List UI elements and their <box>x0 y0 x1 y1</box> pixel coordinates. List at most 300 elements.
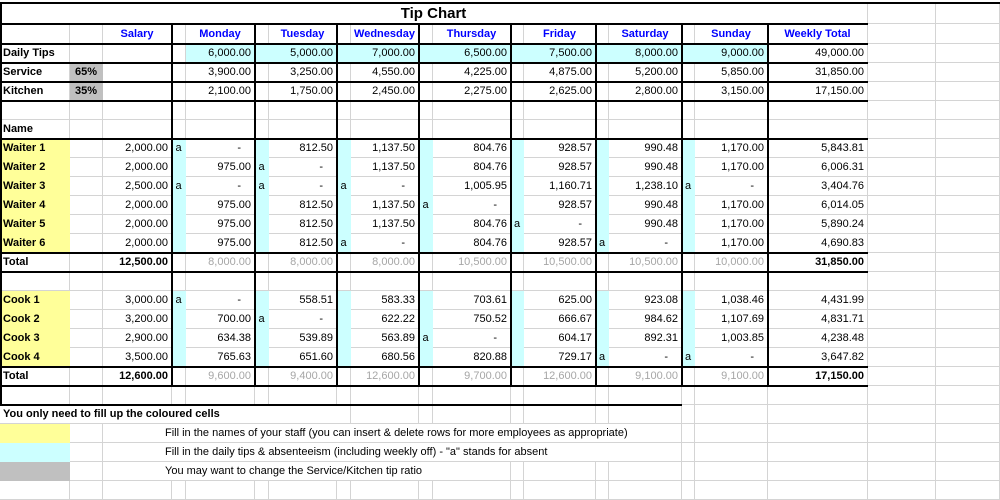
tip-share-value: 1,137.50 <box>351 196 419 215</box>
weekly-total-value: 6,014.05 <box>768 196 868 215</box>
absent-input-cell[interactable] <box>337 139 351 158</box>
empty-cell <box>524 272 596 291</box>
empty-cell <box>433 386 511 405</box>
tip-share-value: 1,137.50 <box>351 158 419 177</box>
empty-cell <box>419 253 433 272</box>
service-share-value: 4,875.00 <box>524 63 596 82</box>
empty-cell <box>936 443 1000 462</box>
empty-cell <box>511 272 524 291</box>
tip-share-value: 928.57 <box>524 234 596 253</box>
empty-cell <box>70 291 103 310</box>
empty-cell <box>868 3 936 24</box>
tip-share-value: - <box>269 158 337 177</box>
absent-input-cell[interactable] <box>337 348 351 367</box>
legend-text: Fill in the names of your staff (you can insert & delete rows for more employees as appropriate) <box>103 424 682 443</box>
tip-share-value: 812.50 <box>269 196 337 215</box>
absent-input-cell[interactable] <box>172 158 186 177</box>
empty-cell <box>255 82 269 101</box>
absent-input-cell[interactable] <box>337 291 351 310</box>
daily-tips-input-cell[interactable] <box>255 44 269 63</box>
column-header-sunday: Sunday <box>695 24 768 44</box>
absent-input-cell[interactable] <box>337 215 351 234</box>
absent-input-cell[interactable]: a <box>337 177 351 196</box>
absent-input-cell[interactable] <box>511 139 524 158</box>
empty-cell <box>868 272 936 291</box>
column-header-saturday: Saturday <box>609 24 682 44</box>
empty-cell <box>768 462 868 481</box>
staff-name-cell[interactable]: Waiter 1 <box>0 139 70 158</box>
empty-cell <box>255 272 269 291</box>
absent-input-cell[interactable] <box>511 158 524 177</box>
weekly-total-value: 4,690.83 <box>768 234 868 253</box>
empty-cell <box>596 24 609 44</box>
empty-cell <box>609 386 682 405</box>
absent-input-cell[interactable] <box>511 310 524 329</box>
staff-name-cell[interactable]: Cook 4 <box>0 348 70 367</box>
absent-input-cell[interactable] <box>682 291 695 310</box>
tip-share-value: - <box>695 177 768 196</box>
weekly-total-value: 31,850.00 <box>768 63 868 82</box>
empty-cell <box>186 272 255 291</box>
empty-cell <box>419 367 433 386</box>
absent-input-cell[interactable] <box>596 291 609 310</box>
absent-input-cell[interactable] <box>255 291 269 310</box>
weekly-total-value: 4,238.48 <box>768 329 868 348</box>
empty-cell <box>609 405 682 424</box>
absent-input-cell[interactable] <box>596 310 609 329</box>
absent-input-cell[interactable] <box>255 139 269 158</box>
absent-input-cell[interactable] <box>172 215 186 234</box>
absent-input-cell[interactable] <box>255 196 269 215</box>
daily-tips-input-cell[interactable] <box>337 44 351 63</box>
empty-cell <box>868 329 936 348</box>
staff-name-cell[interactable]: Cook 1 <box>0 291 70 310</box>
empty-cell <box>511 405 524 424</box>
empty-cell <box>868 63 936 82</box>
staff-name-cell[interactable]: Waiter 4 <box>0 196 70 215</box>
absent-input-cell[interactable]: a <box>172 177 186 196</box>
absent-input-cell[interactable] <box>682 329 695 348</box>
absent-input-cell[interactable]: a <box>255 310 269 329</box>
absent-input-cell[interactable] <box>255 234 269 253</box>
absent-input-cell[interactable] <box>596 329 609 348</box>
staff-name-cell[interactable]: Cook 3 <box>0 329 70 348</box>
empty-cell <box>609 481 682 500</box>
absent-input-cell[interactable]: a <box>596 348 609 367</box>
empty-cell <box>596 63 609 82</box>
absent-input-cell[interactable]: a <box>172 291 186 310</box>
cook-row <box>0 348 1000 367</box>
empty-cell <box>269 481 337 500</box>
staff-name-cell[interactable]: Waiter 3 <box>0 177 70 196</box>
tip-share-value: 604.17 <box>524 329 596 348</box>
absent-input-cell[interactable] <box>511 348 524 367</box>
tip-share-value: 804.76 <box>433 234 511 253</box>
absent-input-cell[interactable] <box>682 139 695 158</box>
daily-tips-input-cell[interactable] <box>511 44 524 63</box>
empty-cell <box>596 405 609 424</box>
weekly-total-value: 4,831.71 <box>768 310 868 329</box>
empty-cell <box>337 367 351 386</box>
absent-input-cell[interactable] <box>682 158 695 177</box>
empty-cell <box>936 272 1000 291</box>
empty-cell <box>70 196 103 215</box>
empty-cell <box>70 310 103 329</box>
empty-cell <box>768 424 868 443</box>
absent-input-cell[interactable] <box>172 310 186 329</box>
waiter-row <box>0 215 1000 234</box>
service-share-value: 5,850.00 <box>695 63 768 82</box>
tip-share-value: - <box>524 215 596 234</box>
empty-cell <box>868 234 936 253</box>
daily-tips-value[interactable]: 5,000.00 <box>269 44 337 63</box>
empty-cell <box>695 481 768 500</box>
absent-input-cell[interactable] <box>682 196 695 215</box>
empty-cell <box>172 386 186 405</box>
empty-cell <box>524 405 596 424</box>
empty-cell <box>511 253 524 272</box>
absent-input-cell[interactable] <box>419 291 433 310</box>
absent-input-cell[interactable]: a <box>511 215 524 234</box>
empty-cell <box>682 405 695 424</box>
tip-share-value: - <box>351 177 419 196</box>
empty-cell <box>695 405 768 424</box>
empty-cell <box>936 481 1000 500</box>
daily-tips-value[interactable]: 6,500.00 <box>433 44 511 63</box>
empty-cell <box>682 481 695 500</box>
absent-input-cell[interactable] <box>419 139 433 158</box>
absent-input-cell[interactable]: a <box>255 177 269 196</box>
staff-name-cell[interactable]: Waiter 2 <box>0 158 70 177</box>
legend-text: You may want to change the Service/Kitchen tip ratio <box>103 462 511 481</box>
absent-input-cell[interactable] <box>172 348 186 367</box>
empty-cell <box>255 386 269 405</box>
empty-cell <box>351 101 419 120</box>
tip-share-value: 1,005.95 <box>433 177 511 196</box>
absent-input-cell[interactable]: a <box>255 158 269 177</box>
absent-input-cell[interactable]: a <box>682 177 695 196</box>
empty-cell <box>511 82 524 101</box>
waiter-total-row <box>0 253 1000 272</box>
daily-tips-input-cell[interactable] <box>682 44 695 63</box>
absent-input-cell[interactable] <box>511 177 524 196</box>
tip-share-value: 1,107.69 <box>695 310 768 329</box>
day-total-value: 9,100.00 <box>695 367 768 386</box>
staff-name-cell[interactable]: Waiter 6 <box>0 234 70 253</box>
tip-share-value: 1,003.85 <box>695 329 768 348</box>
tip-share-value: 666.67 <box>524 310 596 329</box>
tip-share-value: 1,160.71 <box>524 177 596 196</box>
spacer-row <box>0 101 1000 120</box>
empty-cell <box>419 101 433 120</box>
absent-input-cell[interactable] <box>419 310 433 329</box>
absent-input-cell[interactable] <box>172 196 186 215</box>
daily-tips-input-cell[interactable] <box>596 44 609 63</box>
empty-cell <box>255 63 269 82</box>
column-header-monday: Monday <box>186 24 255 44</box>
empty-cell <box>172 82 186 101</box>
empty-cell <box>596 386 609 405</box>
absent-input-cell[interactable] <box>511 291 524 310</box>
day-total-value: 12,600.00 <box>351 367 419 386</box>
absent-input-cell[interactable] <box>419 348 433 367</box>
empty-cell <box>596 481 609 500</box>
tip-share-value: 1,170.00 <box>695 215 768 234</box>
empty-cell <box>103 481 172 500</box>
absent-input-cell[interactable] <box>596 196 609 215</box>
empty-cell <box>255 367 269 386</box>
empty-cell <box>695 462 768 481</box>
empty-cell <box>768 120 868 139</box>
empty-cell <box>768 405 868 424</box>
empty-cell <box>511 63 524 82</box>
day-total-value: 12,600.00 <box>524 367 596 386</box>
tip-share-value: 583.33 <box>351 291 419 310</box>
absent-input-cell[interactable] <box>682 215 695 234</box>
empty-cell <box>172 272 186 291</box>
absent-input-cell[interactable]: a <box>682 348 695 367</box>
absent-input-cell[interactable] <box>682 234 695 253</box>
daily-tips-value[interactable]: 8,000.00 <box>609 44 682 63</box>
empty-cell <box>351 120 419 139</box>
kitchen-share-value: 3,150.00 <box>695 82 768 101</box>
empty-cell <box>596 367 609 386</box>
empty-cell <box>936 329 1000 348</box>
empty-cell <box>103 63 172 82</box>
day-total-value: 10,500.00 <box>524 253 596 272</box>
weekly-total-value: 3,404.76 <box>768 177 868 196</box>
empty-cell <box>511 462 524 481</box>
tip-share-value: 1,170.00 <box>695 234 768 253</box>
day-total-value: 8,000.00 <box>269 253 337 272</box>
tip-share-value: 975.00 <box>186 234 255 253</box>
empty-cell <box>351 405 419 424</box>
kitchen-row <box>0 82 1000 101</box>
empty-cell <box>172 24 186 44</box>
absent-input-cell[interactable]: a <box>596 234 609 253</box>
absent-input-cell[interactable]: a <box>172 139 186 158</box>
empty-cell <box>524 462 596 481</box>
kitchen-share-value: 2,800.00 <box>609 82 682 101</box>
tip-share-value: 990.48 <box>609 215 682 234</box>
empty-cell <box>868 481 936 500</box>
empty-cell <box>103 82 172 101</box>
absent-input-cell[interactable] <box>419 177 433 196</box>
absent-input-cell[interactable] <box>172 234 186 253</box>
tip-share-value: 928.57 <box>524 158 596 177</box>
day-total-value: 9,100.00 <box>609 367 682 386</box>
empty-cell <box>269 386 337 405</box>
tip-share-value: - <box>433 329 511 348</box>
day-total-value: 9,400.00 <box>269 367 337 386</box>
tip-share-value: 928.57 <box>524 139 596 158</box>
absent-input-cell[interactable]: a <box>337 234 351 253</box>
tip-share-value: 812.50 <box>269 215 337 234</box>
salary-value: 2,000.00 <box>103 196 172 215</box>
absent-input-cell[interactable] <box>682 310 695 329</box>
empty-cell <box>609 462 682 481</box>
absent-input-cell[interactable] <box>255 329 269 348</box>
empty-cell <box>419 120 433 139</box>
empty-cell <box>524 101 596 120</box>
tip-share-value: 1,038.46 <box>695 291 768 310</box>
empty-cell <box>433 405 511 424</box>
empty-cell <box>682 272 695 291</box>
empty-cell <box>596 101 609 120</box>
empty-cell <box>172 120 186 139</box>
empty-cell <box>70 272 103 291</box>
day-total-value: 8,000.00 <box>186 253 255 272</box>
empty-cell <box>695 424 768 443</box>
empty-cell <box>255 120 269 139</box>
absent-input-cell[interactable] <box>596 158 609 177</box>
absent-input-cell[interactable]: a <box>419 196 433 215</box>
empty-cell <box>70 348 103 367</box>
absent-input-cell[interactable] <box>419 158 433 177</box>
tip-share-value: 1,137.50 <box>351 215 419 234</box>
daily-tips-value[interactable]: 7,000.00 <box>351 44 419 63</box>
column-header-friday: Friday <box>524 24 596 44</box>
day-total-value: 10,000.00 <box>695 253 768 272</box>
day-total-value: 8,000.00 <box>351 253 419 272</box>
empty-cell <box>511 120 524 139</box>
empty-cell <box>524 120 596 139</box>
cook-row <box>0 329 1000 348</box>
empty-cell <box>868 139 936 158</box>
column-header-tuesday: Tuesday <box>269 24 337 44</box>
absent-input-cell[interactable] <box>255 348 269 367</box>
weekly-total-value: 6,006.31 <box>768 158 868 177</box>
absent-input-cell[interactable]: a <box>419 329 433 348</box>
empty-cell <box>682 63 695 82</box>
tip-share-value: 558.51 <box>269 291 337 310</box>
tip-share-value: 750.52 <box>433 310 511 329</box>
empty-cell <box>0 386 70 405</box>
tip-share-value: 892.31 <box>609 329 682 348</box>
daily-tips-value[interactable]: 6,000.00 <box>186 44 255 63</box>
salary-value: 3,200.00 <box>103 310 172 329</box>
empty-cell <box>269 120 337 139</box>
tip-share-value: - <box>269 310 337 329</box>
empty-cell <box>511 24 524 44</box>
empty-cell <box>269 101 337 120</box>
empty-cell <box>186 386 255 405</box>
staff-name-cell[interactable]: Cook 2 <box>0 310 70 329</box>
empty-cell <box>695 120 768 139</box>
service-share-value: 4,225.00 <box>433 63 511 82</box>
tip-share-value: - <box>609 234 682 253</box>
tip-share-value: 990.48 <box>609 196 682 215</box>
empty-cell <box>868 386 936 405</box>
absent-input-cell[interactable] <box>511 329 524 348</box>
empty-cell <box>511 367 524 386</box>
empty-cell <box>70 367 103 386</box>
absent-input-cell[interactable] <box>596 139 609 158</box>
ratio-cell[interactable]: 65% <box>70 63 103 82</box>
empty-cell <box>70 158 103 177</box>
empty-cell <box>524 386 596 405</box>
ratio-cell[interactable]: 35% <box>70 82 103 101</box>
empty-cell <box>596 82 609 101</box>
tip-share-value: 804.76 <box>433 158 511 177</box>
absent-input-cell[interactable] <box>255 215 269 234</box>
empty-cell <box>70 120 103 139</box>
empty-cell <box>868 367 936 386</box>
empty-cell <box>868 24 936 44</box>
absent-input-cell[interactable] <box>337 310 351 329</box>
absent-input-cell[interactable] <box>596 215 609 234</box>
title-row <box>0 3 1000 24</box>
kitchen-share-value: 1,750.00 <box>269 82 337 101</box>
empty-cell <box>768 443 868 462</box>
empty-cell <box>419 24 433 44</box>
empty-cell <box>419 272 433 291</box>
empty-cell <box>186 481 255 500</box>
absent-input-cell[interactable] <box>337 196 351 215</box>
absent-input-cell[interactable] <box>419 215 433 234</box>
empty-cell <box>695 272 768 291</box>
salary-value: 3,500.00 <box>103 348 172 367</box>
empty-cell <box>419 481 433 500</box>
empty-cell <box>186 120 255 139</box>
weekly-total-value: 3,647.82 <box>768 348 868 367</box>
absent-input-cell[interactable] <box>511 196 524 215</box>
empty-cell <box>337 82 351 101</box>
tip-share-value: 990.48 <box>609 139 682 158</box>
daily-tips-value[interactable]: 7,500.00 <box>524 44 596 63</box>
empty-cell <box>868 215 936 234</box>
daily-tips-input-cell[interactable] <box>419 44 433 63</box>
absent-input-cell[interactable] <box>337 158 351 177</box>
kitchen-share-value: 2,100.00 <box>186 82 255 101</box>
empty-cell <box>682 101 695 120</box>
absent-input-cell[interactable] <box>172 329 186 348</box>
absent-input-cell[interactable] <box>337 329 351 348</box>
empty-cell <box>936 196 1000 215</box>
empty-cell <box>186 101 255 120</box>
absent-input-cell[interactable] <box>419 234 433 253</box>
tip-share-value: 928.57 <box>524 196 596 215</box>
empty-cell <box>936 24 1000 44</box>
empty-cell <box>936 405 1000 424</box>
day-total-value: 10,500.00 <box>609 253 682 272</box>
empty-cell <box>682 386 695 405</box>
empty-cell <box>70 24 103 44</box>
empty-cell <box>936 215 1000 234</box>
row-label: Kitchen <box>0 82 70 101</box>
weekly-total-value: 17,150.00 <box>768 367 868 386</box>
absent-input-cell[interactable] <box>511 234 524 253</box>
tip-share-value: 700.00 <box>186 310 255 329</box>
empty-cell <box>172 63 186 82</box>
cook-total-row <box>0 367 1000 386</box>
daily-tips-value[interactable]: 9,000.00 <box>695 44 768 63</box>
empty-cell <box>419 386 433 405</box>
staff-name-cell[interactable]: Waiter 5 <box>0 215 70 234</box>
empty-cell <box>172 481 186 500</box>
column-header-weekly-total: Weekly Total <box>768 24 868 44</box>
empty-cell <box>103 101 172 120</box>
spacer-row <box>0 272 1000 291</box>
empty-cell <box>172 101 186 120</box>
absent-input-cell[interactable] <box>596 177 609 196</box>
empty-cell <box>936 253 1000 272</box>
empty-cell <box>70 215 103 234</box>
empty-cell <box>868 310 936 329</box>
tip-share-value: - <box>186 139 255 158</box>
empty-cell <box>868 348 936 367</box>
empty-cell <box>511 386 524 405</box>
